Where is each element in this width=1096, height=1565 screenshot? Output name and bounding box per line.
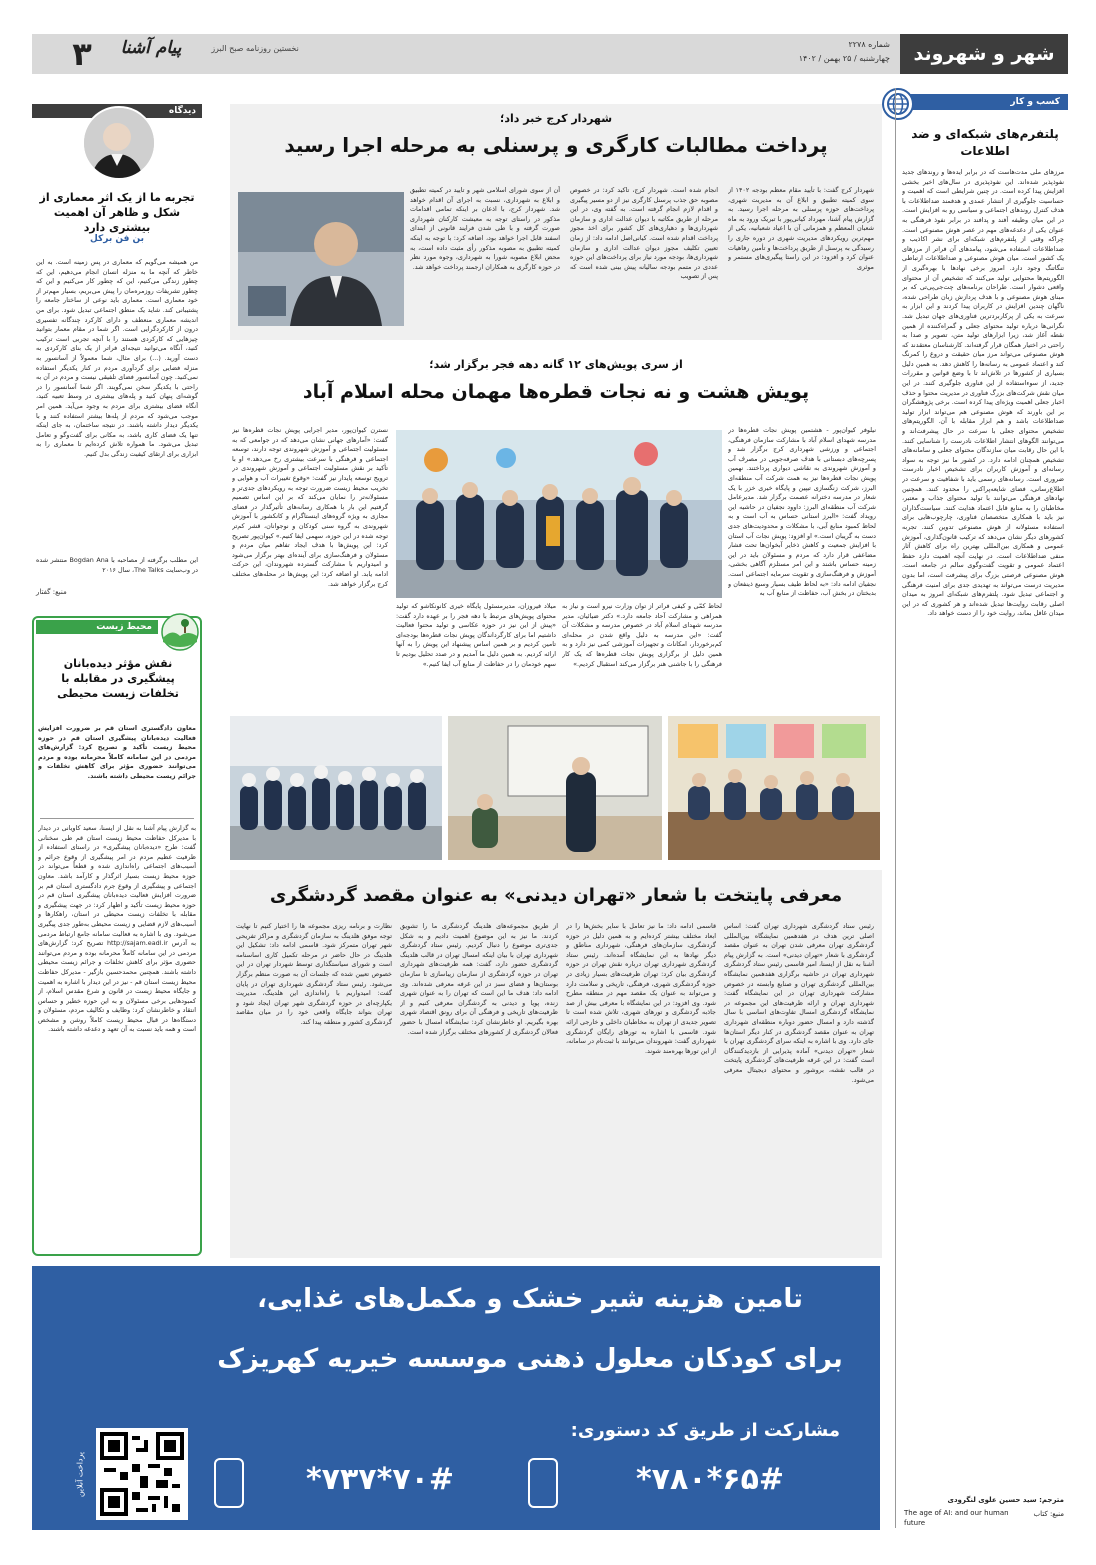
opinion-body: من همیشه می‌گویم که معماری در پس زمینه است. به این خاطر که آنچه ما به منزله انسان انجام می‌دهیم، این که چطور زندگی می‌کنیم، این که چطور کار می‌کنیم و این که چطور تشریفات روزمره‌مان را پیش می‌بریم، بسیار مهم‌تر از خود معماری است. معماری باید نوعی از ساختار جامعه را پشتیبانی کند. شاید یک منطق اجتماعی تبدیل شود. برای من اندیشه معماری منعطف و دارای کارکرد چندگانه تفسیری درون از کارکردگرایی است. اگر شما در مقام معمار بتوانید چیزهایی که کارکردی هستند را با آنچه تجربی است ترکیب کنید، آنگاه می‌توانید نتیجه‌ای فراتر از یک بنای کارکردی به دست آورید. (...) برای مثال، شما معمولاً از آسانسور به منزله فضایی برای گردآوری مردم در کنار یکدیگر استفاده نمی‌کنید. چون آسانسور فضای تلفیقی نیست و مردم در آن به راحتی با یکدیگر سخن نمی‌گویند. اگر شما آسانسور را در گوشه‌ای پنهان کنید و پله‌های بیشتری در وسط تعبیه کنید، آنگاه فضای بیشتری برای مردم به وجود می‌آید. همین امر موجب می‌شود که مردم از پله‌ها بیشتر استفاده کنند و با یکدیگر دیدار داشته باشند. در نتیجه ساختمان، به جای اینکه تنها یک فضای کاری باشد، به مکانی برای گفت‌وگو و تعامل تبدیل می‌شود. ما همواره تلاش کرده‌ایم تا معماری را به ابزاری برای ارتقای کیفیت زندگی بدل کنیم. — [36, 258, 198, 458]
opinion-label: دیدگاه — [168, 106, 196, 116]
environment-label: محیط زیست — [96, 622, 152, 632]
ad-ussd-code-1[interactable]: *۷۸۰*۶۵# — [635, 1462, 785, 1497]
right-column-divider — [895, 88, 896, 1528]
business-credit-translator: مترجم: سید حسین علوی لنگرودی — [947, 1496, 1064, 1504]
article1-col2: انجام شده است. شهردار کرج، تاکید کرد: در خصوص مصوبه حق جذب پرسنل کارگری نیز از دو مسیر پیگیری و اقدام لازم انجام گرفته است. به گفته وی، در این مرحله از طریق مکاتبه با دیوان عدالت اداری و سازمان شهرداری‌ها و دهیاری‌های کل کشور برای اخذ مجوز پرداخت اقدام شده است. کیانی‌اصل ادامه داد: از زمان تعیین تکلیف مجوز دیوان عدالت اداری و سازمان شهرداری‌ها، بودجه مورد نیاز برای پرداخت‌های این حوزه عددی در متمم بودجه سالیانه پیش بینی شده است که پس از تصویب — [570, 186, 718, 281]
article3-col2: قاسمی ادامه داد: ما نیز تعامل با سایر بخش‌ها را در ابعاد مختلف بیشتر کرده‌ایم و به همین دلیل در حوزه گردشگری، سازمان‌های فرهنگی، شهرداری مناطق و دیگر نهادها به این نمایشگاه آمده‌اند. رئیس ستاد گردشگری شهرداری تهران درباره نقش تهران در حوزه گردشگری بیان کرد: تهران ظرفیت‌های بسیار زیادی در حوزه گردشگری شهری، فرهنگی، تاریخی و سلامت دارد و می‌تواند به عنوان یک مقصد مهم در منطقه مطرح شود. وی افزود: در این نمایشگاه با معرفی بیش از صد جاذبه گردشگری و تورهای شهری، تلاش شده است تا تصویر جدیدی از تهران به مخاطبان داخلی و خارجی ارائه شود. قاسمی با اشاره به تورهای رایگان گردشگری شهرداری گفت: شهروندان می‌توانند با ثبت‌نام در سامانه، از این تورها بهره‌مند شوند. — [566, 922, 716, 1055]
landscape-icon — [160, 612, 200, 652]
opinion-source-label: منبع: گفتار — [36, 588, 67, 596]
issue-date: چهارشنبه / ۲۵ بهمن / ۱۴۰۲ — [798, 54, 890, 63]
phone-icon — [528, 1458, 558, 1508]
article2-title: پویش هشت و نه نجات قطره‌ها مهمان محله اسلام آباد — [302, 381, 810, 403]
schoolgirls-photo — [396, 430, 722, 598]
article2-right-col: نیلوفر کیوان‌پور - هشتمین پویش نجات قطره‌ها در مدرسه شهدای اسلام آباد با مشارکت سازمان فرهنگی، اجتماعی و ورزشی شهرداری کرج برگزار شد و پسرچه‌های دبستانی با هدف صرفه‌جویی در مصرف آب و آموزش شهروندی به نقاشی دیواری پرداختند. نهمین پویش نجات قطره‌ها نیز به همت شرکت آب منطقه‌ای البرز، شرکت زنگسازی تیپین و پایگاه خیری خزر با یک شعار در مدرسه دخترانه عصمت برگزار شد. مدیرعامل شرکت آب منطقه‌ای البرز: داوود نجفیان در حاشیه این رویداد گفت: «البرز استانی حساس به آب است و به لحاظ کمبود منابع آبی، با مشکلات و محدودیت‌های جدی دست به گریبان است.» او افزود: پویش نجات آب استان با افزایش جمعیت و کاهش ذخایر آبخوان‌ها تحت فشار مضاعفی قرار دارد که مردم و مسئولان باید در این زمینه حساس باشند و این امر مستلزم آگاهی بخشی، آموزش و فرهنگ‌سازی و تقویت سرمایه اجتماعی است. نجفیان ادامه داد: «به لحاظ طیف بسیار وسیع ذینفعان و بدبختان در بخش آب، حفاظت از منابع آب به — [728, 426, 876, 598]
article2-left-col: نسترن کیوان‌پور، مدیر اجرایی پویش نجات قطره‌ها نیز گفت: «آمارهای جهانی نشان می‌دهد که در جوامعی که به مسئولیت اجتماعی و آموزش شهروندی توجه دارند، توسعه اجتماعی و فرهنگی با سرعت بیشتری رخ می‌دهد.» او با تأکید بر نقش مسئولیت اجتماعی و آموزش شهروندی در ترویج توسعه پایدار نیز گفت: «وقوع تغییرات آب و هوایی و تخریب محیط زیست ضرورت توجه به رویکردهای جدی‌تر و مسئولانه‌تر را نمایان می‌کند که بر این اساس تصمیم گرفتیم این بار با همکاری رسانه‌های تأثیرگذار در فضای مجازی به ویژه گروه‌های اینستاگرام و کانکشور با آموزش شهروندی به گروه سنی کودکان و نوجوانان، قشر کم‌تر توجه شده در این حوزه، سهمی ایفا کنیم.» کیوان‌پور تصریح کرد: این پویش‌ها با هدف ایجاد تفاهم میان مردم و مسئولان و فرهنگ‌سازی برای آینده‌ای بهتر برگزار می‌شود و امیدواریم با مشارکت گسترده شهروندان، این حرکت ادامه یابد. او اضافه کرد: این پویش‌ها در محله‌های مختلف کرج برگزار خواهد شد. — [232, 426, 388, 588]
mayor-photo — [238, 192, 404, 326]
article3-title: معرفی پایتخت با شعار «تهران دیدنی» به عنوان مقصد گردشگری — [269, 885, 843, 906]
ad-line-2: برای کودکان معلول ذهنی موسسه خیریه کهریزک — [217, 1344, 843, 1374]
newspaper-tagline: نخستین روزنامه صبح البرز — [211, 44, 299, 53]
business-body: مرزهای ملی مدت‌هاست که در برابر ایده‌ها و روندهای جدید نفوذپذیر شده‌اند. این نفوذپذیری در سال‌های اخیر بخشی افزایش پیدا کرده است. در چنین شرایطی است که اهمیت و حساسیت جلوگیری از انتشار عمدی و هدفمند ضداطلاعات با هدف کنترل روندهای اجتماعی و سیاسی رو به افزایش است. در این میان وظیفه اَفند و پدافند در برابر نفوذ فرهنگی به عنوان یکی از دغدغه‌های مهم در عصر هوش مصنوعی است. چراکه وقتی از پلتفرم‌های شبکه‌ای برای نشر اکاذیب و ضداطلاعات استفاده می‌شود، پیامدهای آن فراتر از مرزهای یک کشور است. میان هوش مصنوعی و ضداطلاعات ارتباطی تنگاتنگ وجود دارد. امروز برخی نهادها با بهره‌گیری از الگوریتم‌ها محتوایی تولید می‌کنند که تشخیص آن از محتوای واقعی دشوار است. طراحان برنامه‌های چت‌جی‌پی‌تی که بر مبنای هوش مصنوعی و با هدف پردازش زبان طراحی شده، ناگهان چندین افزایش در کاربران پیدا کردند و این ابزار به سرعت به یکی از پرکاربردترین فناوری‌های جهان تبدیل شد. نگرانی‌ها درباره تولید محتوای جعلی و گمراه‌کننده از همین نقطه آغاز شد، زیرا ابزارهای تولید متن، تصویر و صدا به راحتی در اختیار همگان قرار گرفته‌اند. کارشناسان معتقدند که هوش مصنوعی می‌تواند مرز میان حقیقت و دروغ را کمرنگ کند و اعتماد عمومی به رسانه‌ها را کاهش دهد. به همین دلیل بسیاری از کشورها در تلاش‌اند تا با وضع قوانین و مقررات جدید، از سوءاستفاده از این فناوری جلوگیری کنند. در این میان نقش شرکت‌های بزرگ فناوری در مدیریت محتوا و حذف اخبار جعلی اهمیت ویژه‌ای پیدا کرده است. برخی پژوهشگران بر این باورند که هوش مصنوعی هم می‌تواند ابزار تولید ضداطلاعات باشد و هم ابزار مقابله با آن. الگوریتم‌های تشخیص محتوای جعلی با سرعت در حال پیشرفت‌اند و می‌توانند الگوهای انتشار اطلاعات نادرست را شناسایی کنند. با این حال رقابت میان سازندگان محتوای جعلی و سامانه‌های تشخیص همچنان ادامه دارد. در کشور ما نیز توجه به سواد رسانه‌ای و آموزش کاربران برای تشخیص اخبار نادرست ضروری است. رسانه‌های رسمی باید با شفافیت و سرعت در اطلاع‌رسانی، فضای شایعه‌پراکنی را محدود کنند. همچنین نهادهای فرهنگی می‌توانند با تولید محتوای جذاب و معتبر، مخاطبان را به منابع قابل اعتماد هدایت کنند. سیاست‌گذاران نیز باید با همکاری متخصصان فناوری، چارچوب‌هایی برای استفاده مسئولانه از هوش مصنوعی تدوین کنند. تجربه کشورهای دیگر نشان می‌دهد که ترکیب قانون‌گذاری، آموزش عمومی و همکاری بین‌المللی بهترین راه برای کاهش آثار منفی ضداطلاعات است. در نهایت آنچه اهمیت دارد حفظ اعتماد عمومی و تقویت گفت‌وگوی سالم در جامعه است. هوش مصنوعی فرصتی بزرگ برای پیشرفت است، اما بدون مدیریت درست می‌تواند به تهدیدی جدی برای امنیت فرهنگی و اجتماعی تبدیل شود. پلتفرم‌های شبکه‌ای امروز به میدان اصلی رقابت روایت‌ها تبدیل شده‌اند و هر کشوری که در این میدان غافل بماند، روایت خود را از دست خواهد داد. — [902, 168, 1064, 618]
article2-photo-col1: لحاظ کمّی و کیفی فراتر از توان وزارت نیرو است و نیاز به همراهی و مشارکت آحاد جامعه دارد.» دکتر ضیائیان، مدیر مدرسه شهدای اسلام آباد در خصوص مدرسه و مشکلات آن گفت: «این مدرسه به دلیل واقع شدن در محله‌ای کم‌برخوردار، امکانات و تجهیزات آموزشی کمی نیز دارد و به همین دلیل از برگزاری پویش نجات قطره‌ها که یک کار فرهنگی را با جاشنی هنر برگزار می‌کند استقبال کردیم.» — [562, 602, 722, 668]
article1-col1: شهردار کرج گفت: با تأیید مقام معظم بودجه ۱۴۰۲ از سوی کمیته تطبیق و ابلاغ آن به مدیریت شهری، پرداخت‌های حوزه پرسنلی به مرحله اجرا رسید. به گزارش پیام آشنا، مهرداد کیانی‌پور با تبریک ورود به ماه شعبان المعظم و همزمانی آن با اعیاد شعبانیه، یکی از مهم‌ترین رویکردهای مدیریت شهری در دوره جاری را رسیدگی به پرسنل از طریق پرداخت‌ها و تأمین رفاهیات عنوان کرد و افزود: در این راستا پیگیری‌های مستمر و موثری — [728, 186, 874, 271]
environment-title: نقش مؤثر دیده‌بانان پیشگیری در مقابله با تخلفات زیست محیطی — [57, 657, 179, 700]
globe-icon — [882, 88, 914, 120]
environment-body: به گزارش پیام آشنا به نقل از ایسنا، سعید کاویانی در دیدار با مدیرکل حفاظت محیط زیست استان قم طی سخنانی گفت: طرح «دیده‌بانان پیشگیری» در راستای استفاده از ظرفیت عظیم مردم در امر پیشگیری از وقوع جرائم و آسیب‌های اجتماعی راه‌اندازی شده و قطعاً می‌تواند در حوزه محیط زیست بسیار اثرگذار و کارآمد باشد. معاون اجتماعی و پیشگیری از وقوع جرم دادگستری استان قم بر ضرورت افزایش فعالیت دیده‌بانان پیشگیری استان قم در حوزه محیط زیست تأکید و اظهار کرد: در جهت پیشگیری و مقابله با تخلفات زیست محیطی در استان، راهکارها و آسیب‌های لازم قضایی و زیست محیطی به‌طور جدی پیگیری می‌شود. وی با اشاره به فعالیت سامانه جامع ارتباط مردمی به آدرس http://sajam.eadl.ir تصریح کرد: گزارش‌های مردمی در این سامانه کاملاً محرمانه بوده و مردم می‌توانند حضوری مؤثر برای کاهش تخلفات و جرائم زیست محیطی داشته باشند. همچنین محمدحسین بازگیر - مدیرکل حفاظت محیط زیست استان قم - نیز در این دیدار با اشاره به اهمیت و جایگاه محیط زیست در قانون و شرع مقدس اسلام، از کمبودهایی برخی مسئولان و به این حوزه خطیر و حساس انتقاد و خاطرنشان کرد: وظایف و تکالیف مردم، مسئولان و دستگاه‌ها در قبال محیط زیست کاملاً روشن و مشخص است و همه باید نسبت به آن تعهد و دغدغه داشته باشند. — [38, 824, 196, 1034]
environment-lead: معاون دادگستری استان قم بر ضرورت افزایش فعالیت دیده‌بانان پیشگیری استان قم در حوزه محیط زیست تأکید و تصریح کرد: گزارش‌های مردمی در این سامانه کاملاً محرمانه بوده و مردم می‌توانند حضوری مؤثر برای کاهش تخلفات و جرائم زیست محیطی داشته باشند. — [38, 724, 196, 780]
ad-line-1: تامین هزینه شیر خشک و مکمل‌های غذایی، — [257, 1284, 803, 1314]
section-title: شهر و شهروند — [913, 43, 1055, 65]
newspaper-logo: پیام آشنا — [120, 38, 182, 58]
article3-col1: رئیس ستاد گردشگری شهرداری تهران گفت: اساس اصلی ترین هدف در هفدهمین نمایشگاه بین‌المللی گردشگری تهران معرفی شدن تهران به عنوان مقصد گردشگری با شعار «تهران دیدنی» است. به گزارش پیام آشنا به نقل از ایسنا، امیر قاسمی رئیس ستاد گردشگری شهرداری تهران در حاشیه برگزاری هفدهمین نمایشگاه بین‌المللی گردشگری تهران و صنایع وابسته در خصوص مشارکت شهرداری تهران در این نمایشگاه گفت: شهرداری تهران و ارائه ظرفیت‌های این مجموعه در نمایشگاه گردشگری امسال تفاوت‌های اساسی با سال گذشته دارد و امسال حضور دوباره منطقه‌ای شهرداری تهران به عنوان مقصد گردشگری در کنار دیگر استان‌ها جای دارد. وی با اشاره به اینکه سرای گردشگری تهران با شعار «تهران دیدنی» آماده پذیرایی از بازدیدکنندگان است گفت: در این غرفه ظرفیت‌های گردشگری پایتخت در قالب نقشه، بروشور و محتوای دیجیتال معرفی می‌شود. — [724, 922, 874, 1084]
classroom-drawing-photo — [668, 716, 880, 860]
article1-kicker: شهردار کرج خبر داد؛ — [499, 112, 613, 125]
article2-kicker: از سری پویش‌های ۱۲ گانه دهه فجر برگزار شد؛ — [429, 358, 683, 371]
business-title: پلتفرم‌های شبکه‌ای و ضد اطلاعات — [911, 127, 1059, 158]
article2-photo-col2: میلاد فیروزان، مدیرمسئول پایگاه خیری کانونکاشو که تولید محتوای پویش‌های مرتبط با دهه فجر را بر عهده دارد گفت: «پیش از این نیز در حوزه عکاسی و تولید محتوا فعالیت داشتیم اما برای کارگرداندگان پویش نجات قطره‌ها بودجه‌ای تامین کردیم و بر همین اساس پیشنهاد این پویش را به آنها ارائه کردیم. به همین دلیل ما آمدیم و در صدد تحلیل بودیم تا سهم خودمان را در حفاظت از منابع آب ایفا کنیم.» — [396, 602, 556, 668]
business-credit-source: The age of AI: and our human future — [904, 1509, 1009, 1527]
ad-ussd-code-2[interactable]: *۷۳۷*۷۰# — [305, 1462, 455, 1497]
qr-code[interactable] — [96, 1428, 188, 1520]
page-number: ۳ — [72, 35, 92, 73]
opinion-author-photo — [82, 106, 156, 180]
opinion-source-line: این مطلب برگرفته از مصاحبه با Bogdan Ana منتشر شده در وب‌سایت The Talks، سال ۲۰۱۶ — [36, 556, 198, 574]
business-label: کسب و کار — [1010, 97, 1060, 107]
schoolyard-group-photo — [230, 716, 442, 860]
classroom-teacher-photo — [448, 716, 662, 860]
opinion-author: بن فن برکل — [90, 234, 144, 244]
article1-title: پرداخت مطالبات کارگری و پرسنلی به مرحله اجرا رسید — [284, 133, 828, 157]
article3-col3: از طریق مجموعه‌های هلدینگ گردشگری ما را تشویق کردند. ما نیز به این موضوع اهمیت دادیم و به شکل جدی‌تری موضوع را دنبال کردیم. رئیس ستاد گردشگری شهرداری تهران با بیان اینکه امسال تهران در قالب هلدینگ گردشگری حضور دارد، گفت: همه ظرفیت‌های شهرداری تهران در حوزه گردشگری از سازمان زیباسازی تا سازمان بوستان‌ها و فضای سبز در این غرفه معرفی شده‌اند. وی ادامه داد: هدف ما این است که تهران را به عنوان شهری زنده، پویا و دیدنی به گردشگران معرفی کنیم و از ظرفیت‌های تاریخی و فرهنگی آن برای رونق اقتصاد شهری بهره بگیریم. او خاطرنشان کرد: نمایشگاه امسال با حضور فعالان گردشگری از کشورهای مختلف برگزار شده است. — [400, 922, 558, 1036]
qr-label: پرداخت آنلاین — [75, 1451, 85, 1498]
environment-divider — [40, 818, 194, 819]
issue-number: شماره ۲۲۷۸ — [848, 40, 890, 49]
phone-icon — [214, 1458, 244, 1508]
article1-col3: آن از سوی شورای اسلامی شهر و تایید در کمیته تطبیق و ابلاغ به شهرداری، نسبت به اجرای آن اقدام خواهد شد. شهردار کرج، با اذعان بر اینکه تمامی اقدامات مذکور در راستای توجه به معیشت کارکنان شهرداری صورت گرفته و با طی شدن فرایند قانونی از ابتدای اسفند قابل اجرا خواهد بود، اضافه کرد: با توجه به اینکه کمیته تطبیق به مصوبه مذکور رأی مثبت داده است، به محض ابلاغ مصوبه شورا به شهرداری، وجوه مورد نظر در حوزه کارگری به همکاران ارجمند پرداخت خواهد شد. — [410, 186, 560, 271]
business-credit-source-label: منبع: کتاب — [1033, 1510, 1064, 1518]
opinion-title: تجربه ما از یک اثر معماری از شکل و ظاهر آن اهمیت بیشتری دارد — [39, 191, 195, 234]
article3-col4: نظارت و برنامه ریزی مجموعه ها را اختیار کنیم تا نهایت توجه موفق هلدینگ به سازمان گردشگری و مراکز تفریحی شهر تهران متمرکز شود. قاسمی ادامه داد: تشکیل این هلدینگ در حال حاضر در مرحله تکمیل کاری اساسنامه است و شورای سیاستگذاری توسط شهردار تهران در این خصوص تعیین شده که جلسات آن به صورت منظم برگزار می‌شود. رئیس ستاد گردشگری شهرداری تهران در پایان گفت: امیدواریم با راه‌اندازی این هلدینگ، مدیریت یکپارچه‌ای در حوزه گردشگری شهر تهران ایجاد شود و تهران بتواند جایگاه واقعی خود را در میان مقاصد گردشگری کشور و منطقه پیدا کند. — [236, 922, 392, 1026]
ad-line-3: مشارکت از طریق کد دستوری: — [570, 1420, 840, 1441]
